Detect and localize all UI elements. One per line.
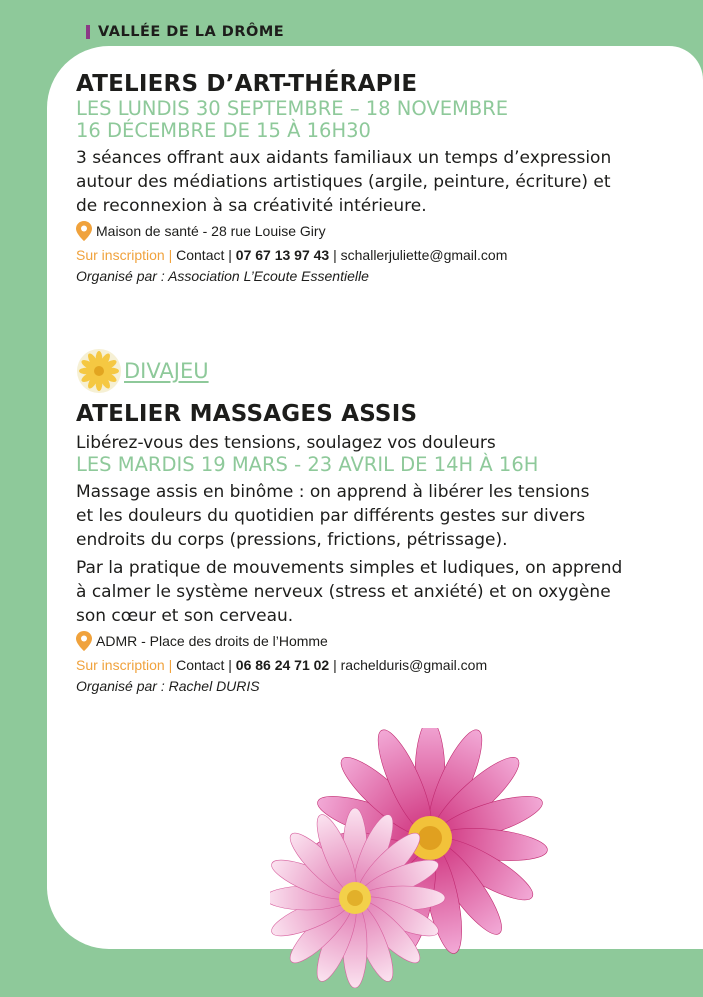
description-line: Massage assis en binôme : on apprend à libérer les tensions — [76, 482, 590, 502]
contact-separator: | — [333, 657, 337, 673]
description-line: de reconnexion à sa créativité intérieure. — [76, 196, 427, 216]
contact-label: Contact | — [176, 657, 232, 673]
brand-link[interactable]: DIVAJEU — [124, 359, 209, 383]
registration-label: Sur inscription | — [76, 247, 173, 263]
description-line: Par la pratique de mouvements simples et ludiques, on apprend — [76, 558, 623, 578]
description-line: et les douleurs du quotidien par différents gestes sur divers — [76, 506, 586, 526]
pink-daisies-illustration — [270, 728, 555, 988]
sun-flower-icon — [76, 348, 122, 394]
event-title: ATELIER MASSAGES ASSIS — [76, 401, 418, 427]
phone-number[interactable]: 07 67 13 97 43 — [235, 247, 330, 263]
location-text: ADMR - Place des droits de l’Homme — [96, 633, 328, 649]
event-location — [76, 220, 636, 242]
header — [86, 22, 284, 42]
region-title: VALLÉE DE LA DRÔME — [98, 24, 285, 40]
event-contact-line — [76, 654, 636, 676]
event-contact-line — [76, 244, 636, 266]
event-organizer: Organisé par : Rachel DURIS — [76, 678, 260, 694]
description-line: son cœur et son cerveau. — [76, 606, 294, 626]
event-organizer: Organisé par : Association L’Ecoute Essentielle — [76, 268, 369, 284]
event-description-2 — [76, 556, 636, 628]
event-subtitle: Libérez-vous des tensions, soulagez vos douleurs — [76, 433, 496, 453]
description-line: autour des médiations artistiques (argile, peinture, écriture) et — [76, 172, 611, 192]
map-pin-icon — [76, 631, 92, 651]
email-link[interactable]: rachelduris@gmail.com — [340, 657, 488, 673]
brand-row — [76, 348, 636, 394]
contact-separator: | — [333, 247, 337, 263]
event-title: ATELIERS D’ART-THÉRAPIE — [76, 71, 418, 97]
event-date-line-2: 16 DÉCEMBRE DE 15 À 16H30 — [76, 119, 371, 142]
event-art-therapy — [76, 70, 636, 286]
description-line: 3 séances offrant aux aidants familiaux un temps d’expression — [76, 148, 612, 168]
event-massages — [76, 348, 636, 696]
header-accent-bar — [86, 25, 90, 39]
event-date-line-1: LES MARDIS 19 MARS - 23 AVRIL DE 14H À 16H — [76, 453, 539, 476]
location-text: Maison de santé - 28 rue Louise Giry — [96, 223, 326, 239]
event-location — [76, 630, 636, 652]
event-description — [76, 480, 636, 552]
registration-label: Sur inscription | — [76, 657, 173, 673]
phone-number[interactable]: 06 86 24 71 02 — [235, 657, 330, 673]
description-line: à calmer le système nerveux (stress et anxiété) et on oxygène — [76, 582, 611, 602]
contact-label: Contact | — [176, 247, 232, 263]
map-pin-icon — [76, 221, 92, 241]
email-link[interactable]: schallerjuliette@gmail.com — [340, 247, 508, 263]
event-date-line-1: LES LUNDIS 30 SEPTEMBRE – 18 NOVEMBRE — [76, 97, 509, 120]
description-line: endroits du corps (pressions, frictions, pétrissage). — [76, 530, 508, 550]
event-description — [76, 146, 636, 218]
